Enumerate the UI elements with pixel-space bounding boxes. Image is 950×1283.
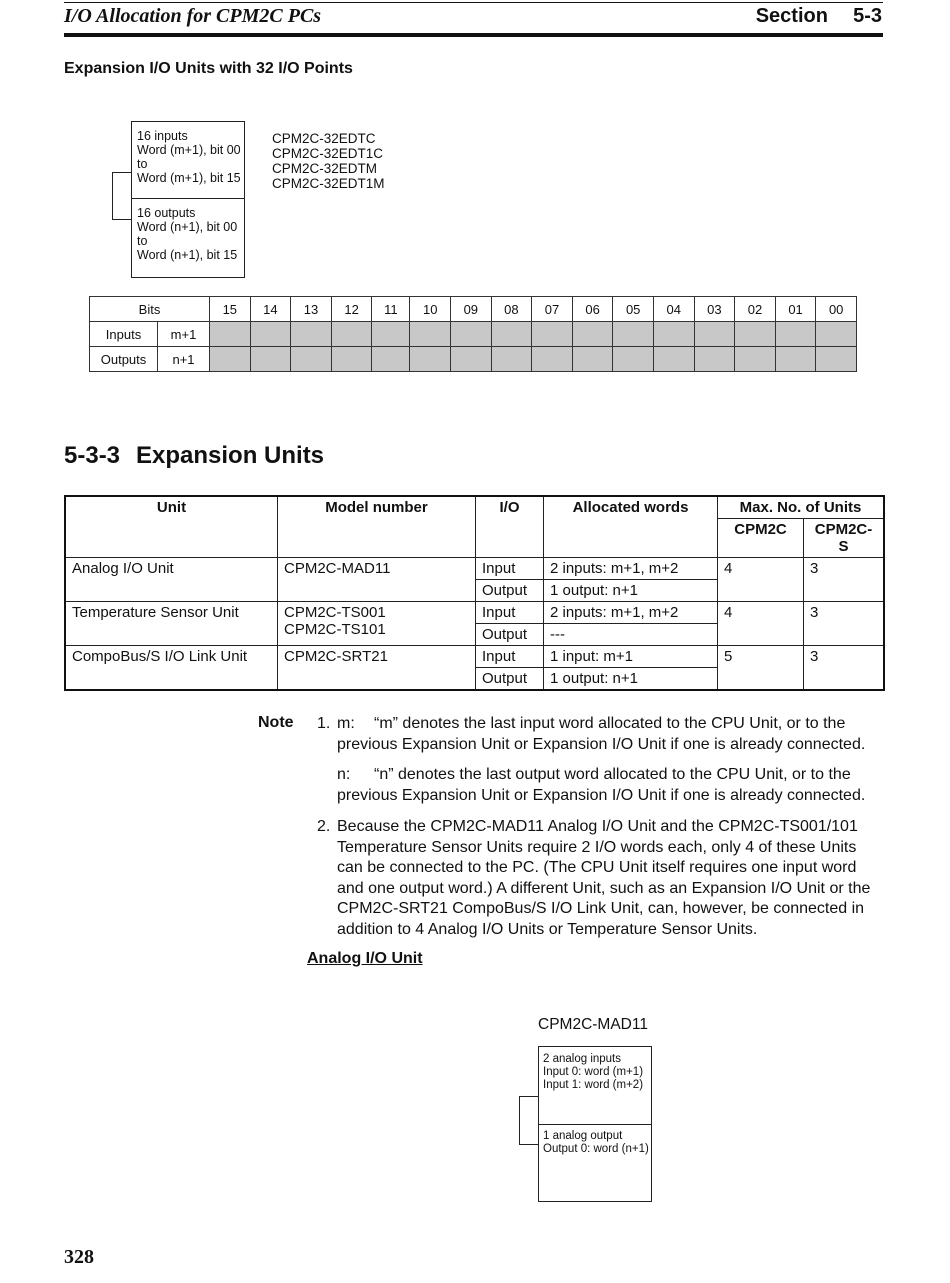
analog-output-line: Output 0: word (n+1) (543, 1143, 649, 1155)
output-line: Word (n+1), bit 15 (137, 248, 238, 262)
cpm2c-cell: 5 (718, 646, 804, 691)
bit-cell (451, 322, 492, 347)
input-line: Word (m+1), bit 00 (137, 143, 241, 157)
note-1-n-text: “n” denotes the last output word allocated to the CPU Unit, or to the previous Expansion Unit or Expansion I/O Unit if one is already connected. (337, 766, 866, 804)
analog-output-line: 1 analog output (543, 1130, 623, 1142)
table-row (65, 602, 884, 624)
cpm2cs-cell: 3 (804, 558, 885, 602)
bit-number: 03 (694, 297, 735, 322)
unit-cell: Temperature Sensor Unit (65, 602, 278, 646)
expansion-io-heading: Expansion I/O Units with 32 I/O Points (64, 60, 353, 77)
row-label: Inputs (90, 322, 158, 347)
bit-cell (291, 322, 332, 347)
bit-cell (250, 347, 291, 372)
output-word-block (137, 206, 237, 262)
bit-number: 09 (451, 297, 492, 322)
bit-cell (372, 347, 410, 372)
bit-cell (653, 347, 694, 372)
analog-model-label: CPM2C-MAD11 (538, 1016, 648, 1033)
input-word-block (137, 129, 241, 185)
model-name: CPM2C-32EDT1M (272, 176, 385, 191)
bit-number: 10 (410, 297, 451, 322)
model-cell: CPM2C-MAD11 (278, 558, 476, 602)
io-cell: Input (476, 602, 544, 624)
table-row (65, 558, 884, 580)
diagram-divider (539, 1124, 651, 1125)
col-allocated: Allocated words (544, 496, 718, 558)
analog-io-heading: Analog I/O Unit (307, 950, 423, 967)
diagram-divider (132, 198, 244, 199)
note-2-number: 2. (317, 818, 331, 835)
io-bracket (112, 172, 131, 220)
model-name: CPM2C-32EDT1C (272, 146, 384, 161)
analog-unit-diagram (538, 1046, 652, 1202)
bit-cell (735, 322, 776, 347)
io-unit-diagram (131, 121, 245, 278)
bits-table (89, 296, 857, 372)
cpm2c-cell: 4 (718, 602, 804, 646)
io-cell: Output (476, 668, 544, 691)
analog-input-line: Input 0: word (m+1) (543, 1066, 644, 1078)
bit-cell (410, 347, 451, 372)
section-heading-title: Expansion Units (136, 442, 325, 469)
analog-output-block (543, 1130, 649, 1156)
note-1-number: 1. (317, 715, 331, 732)
bit-cell (572, 322, 613, 347)
bit-cell (694, 322, 735, 347)
col-io: I/O (476, 496, 544, 558)
analog-input-block (543, 1053, 643, 1092)
col-max: Max. No. of Units (718, 496, 885, 519)
bit-cell (572, 347, 613, 372)
section-heading (64, 442, 324, 470)
outputs-row (90, 347, 857, 372)
section-indicator (756, 5, 882, 28)
bit-cell (410, 322, 451, 347)
model-cell: CPM2C-SRT21 (278, 646, 476, 691)
bit-number: 05 (613, 297, 654, 322)
section-heading-number: 5-3-3 (64, 442, 121, 469)
row-word: m+1 (158, 322, 210, 347)
bit-number: 04 (653, 297, 694, 322)
output-line: 16 outputs (137, 206, 196, 220)
note-label: Note (258, 714, 294, 731)
bit-cell (250, 322, 291, 347)
io-cell: Output (476, 580, 544, 602)
bit-number: 13 (291, 297, 332, 322)
bit-cell (210, 347, 251, 372)
io-cell: Input (476, 646, 544, 668)
io-cell: Output (476, 624, 544, 646)
bit-cell (451, 347, 492, 372)
model-name: CPM2C-32EDTC (272, 131, 376, 146)
header-top-rule (64, 2, 883, 3)
words-cell: 2 inputs: m+1, m+2 (544, 558, 718, 580)
bit-number: 02 (735, 297, 776, 322)
words-cell: 1 output: n+1 (544, 668, 718, 691)
model-list (272, 131, 385, 191)
analog-input-line: Input 1: word (m+2) (543, 1079, 644, 1091)
bit-cell (491, 322, 532, 347)
note-1-m-key: m: (337, 715, 355, 732)
output-line: to (137, 234, 148, 248)
bit-number: 15 (210, 297, 251, 322)
cpm2c-cell: 4 (718, 558, 804, 602)
input-line: 16 inputs (137, 129, 188, 143)
bit-number: 07 (532, 297, 573, 322)
col-unit: Unit (65, 496, 278, 558)
bit-cell (331, 347, 372, 372)
section-label: Section (755, 5, 828, 27)
bit-cell (372, 322, 410, 347)
note-1-m-text: “m” denotes the last input word allocated to the CPU Unit, or to the previous Expansion Unit or Expansion I/O Unit if one is already connected. (337, 715, 866, 753)
bit-cell (291, 347, 332, 372)
bit-cell (613, 347, 654, 372)
words-cell: 1 input: m+1 (544, 646, 718, 668)
input-line: Word (m+1), bit 15 (137, 171, 241, 185)
running-header-title: I/O Allocation for CPM2C PCs (64, 5, 322, 27)
model-name: CPM2C-32EDTM (272, 161, 378, 176)
bit-cell (816, 347, 857, 372)
bit-number: 11 (372, 297, 410, 322)
bit-number: 08 (491, 297, 532, 322)
expansion-units-table (64, 495, 885, 691)
input-line: to (137, 157, 148, 171)
model-cell: CPM2C-TS001 CPM2C-TS101 (278, 602, 476, 646)
bit-cell (653, 322, 694, 347)
bit-number: 01 (775, 297, 816, 322)
output-line: Word (n+1), bit 00 (137, 220, 238, 234)
section-number: 5-3 (853, 5, 882, 27)
words-cell: --- (544, 624, 718, 646)
bit-number: 14 (250, 297, 291, 322)
bit-cell (816, 322, 857, 347)
row-word: n+1 (158, 347, 210, 372)
bits-header-row (90, 297, 857, 322)
bit-cell (331, 322, 372, 347)
inputs-row (90, 322, 857, 347)
note-2-text: Because the CPM2C-MAD11 Analog I/O Unit and the CPM2C-TS001/101 Temperature Sensor Units require 2 I/O words each, only 4 of these Units can be connected to the PC. (The CPU Unit itself requires one input word and one output word.) A different Unit, such as an Expansion I/O Unit or the CPM2C-SRT21 CompoBus/S I/O Link Unit, can, however, be connected in addition to 4 Analog I/O Units or Temperature Sensor Units. (337, 818, 871, 938)
bit-cell (210, 322, 251, 347)
table-header-row (65, 496, 884, 519)
bits-label: Bits (90, 297, 210, 322)
row-label: Outputs (90, 347, 158, 372)
col-cpm2c: CPM2C (718, 519, 804, 558)
io-cell: Input (476, 558, 544, 580)
analog-bracket (519, 1096, 538, 1145)
cpm2cs-cell: 3 (804, 602, 885, 646)
words-cell: 2 inputs: m+1, m+2 (544, 602, 718, 624)
bit-cell (775, 322, 816, 347)
cpm2cs-cell: 3 (804, 646, 885, 691)
note-1-n-key: n: (337, 766, 351, 783)
col-model: Model number (278, 496, 476, 558)
bit-cell (532, 322, 573, 347)
bit-cell (735, 347, 776, 372)
words-cell: 1 output: n+1 (544, 580, 718, 602)
bit-number: 00 (816, 297, 857, 322)
bit-cell (491, 347, 532, 372)
bit-cell (775, 347, 816, 372)
analog-input-line: 2 analog inputs (543, 1053, 622, 1065)
unit-cell: CompoBus/S I/O Link Unit (65, 646, 278, 691)
bit-cell (532, 347, 573, 372)
header-rule (64, 33, 883, 37)
col-cpm2cs: CPM2C-S (804, 519, 885, 558)
table-row (65, 646, 884, 668)
page-number: 328 (64, 1246, 94, 1268)
bit-cell (694, 347, 735, 372)
bit-number: 12 (331, 297, 372, 322)
unit-cell: Analog I/O Unit (65, 558, 278, 602)
bit-cell (613, 322, 654, 347)
bit-number: 06 (572, 297, 613, 322)
